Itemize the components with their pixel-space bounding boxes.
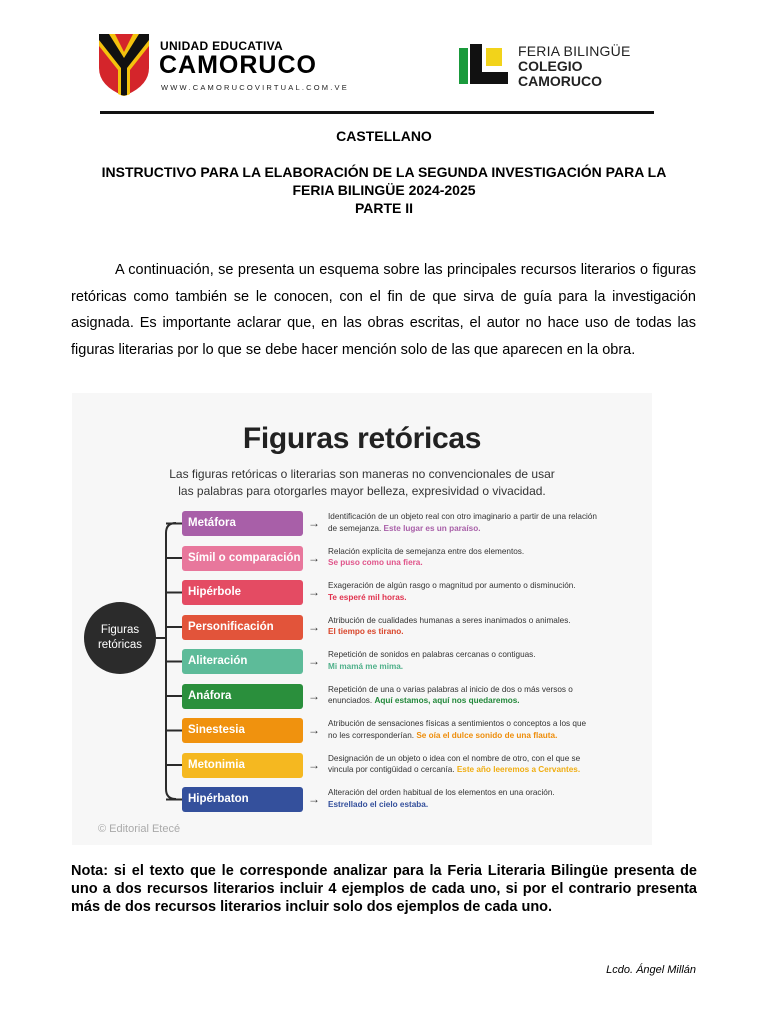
figure-pill: Hipérbaton	[182, 787, 303, 812]
figure-pill: Sinestesia	[182, 718, 303, 743]
fair-name-line2: COLEGIO	[518, 58, 583, 74]
arrow-right-icon: →	[308, 619, 320, 634]
figure-example: Te esperé mil horas.	[328, 592, 407, 602]
figure-description	[328, 649, 628, 672]
document-header	[0, 0, 768, 120]
description-text: Repetición de una o varias palabras al inicio de dos o más versos o	[328, 684, 573, 694]
figure-description	[328, 753, 628, 776]
figure-description	[328, 615, 628, 638]
hub-circle	[84, 602, 156, 674]
arrow-right-icon: →	[308, 585, 320, 599]
fair-name-line3: CAMORUCO	[518, 73, 602, 89]
arrow-right-icon: →	[308, 757, 320, 772]
description-text: Alteración del orden habitual de los elementos en una oración.	[328, 788, 555, 797]
figure-example: Este lugar es un paraíso.	[383, 523, 481, 533]
school-website: WWW.CAMORUCOVIRTUAL.COM.VE	[161, 83, 349, 92]
title-line: INSTRUCTIVO PARA LA ELABORACIÓN DE LA SEGUNDA INVESTIGACIÓN PARA LA	[101, 164, 667, 180]
figure-example: Se oía el dulce sonido de una flauta.	[416, 730, 558, 740]
fair-logo	[459, 44, 511, 88]
school-label: UNIDAD EDUCATIVA	[160, 39, 284, 53]
figure-example: El tiempo es tirano.	[328, 627, 404, 636]
description-text: Atribución de sensaciones físicas a sentimientos o conceptos a los que	[328, 719, 587, 728]
document-title	[72, 163, 696, 217]
figure-example: Aquí estamos, aquí nos quedaremos.	[374, 696, 520, 705]
figure-description	[328, 546, 628, 569]
hub-label: retóricas	[97, 639, 143, 651]
signature: Lcdo. Ángel Millán	[606, 964, 696, 976]
arrow-right-icon: →	[308, 688, 320, 703]
figure-example: Este año leeremos a Cervantes.	[456, 765, 581, 774]
figure-pill: Símil o comparación	[182, 546, 303, 571]
description-text: no les corresponderían.	[328, 730, 415, 740]
figure-example: Mi mamá me mima.	[328, 661, 404, 671]
arrow-right-icon: →	[308, 723, 320, 737]
figure-example: Se puso como una fiera.	[328, 558, 423, 567]
figure-pill: Metáfora	[182, 511, 303, 536]
title-line: FERIA BILINGÜE 2024-2025	[292, 182, 476, 198]
infographic-title: Figuras retóricas	[242, 422, 482, 455]
description-text: Designación de un objeto o idea con el nombre de otro, con el que se	[328, 753, 581, 763]
figure-description	[328, 684, 628, 707]
school-shield-logo	[99, 34, 149, 96]
arrow-right-icon: →	[308, 792, 320, 806]
description-text: Identificación de un objeto real con otro imaginario a partir de una relación	[328, 512, 597, 521]
figure-pill: Anáfora	[182, 684, 303, 709]
hub-label: Figuras	[100, 624, 140, 636]
arrow-right-icon: →	[308, 516, 320, 530]
figure-description	[328, 580, 628, 603]
school-name: CAMORUCO	[159, 51, 317, 79]
figure-pill: Aliteración	[182, 649, 303, 674]
title-line: PARTE II	[354, 200, 414, 216]
note-paragraph: Nota: si el texto que le corresponde analizar para la Feria Literaria Bilingüe presenta de uno a dos recursos literarios incluir 4 ejemplos de cada uno, si por el contrario presenta más de dos recursos literarios incluir solo dos ejemplos de cada uno.	[71, 863, 697, 915]
description-text: Relación explícita de semejanza entre dos elementos.	[328, 546, 525, 556]
intro-paragraph: A continuación, se presenta un esquema sobre las principales recursos literarios o figuras retóricas como también se le conocen, con el fin de que sirva de guía para la investigación asignada. Es importante aclarar que, en las obras escritas, el autor no hace uso de todas las figuras literarias por lo que se debe hacer mención solo de las que aparecen en la obra.	[71, 262, 696, 358]
arrow-right-icon: →	[308, 654, 320, 668]
figure-pill: Metonimia	[182, 753, 303, 778]
figure-pill: Hipérbole	[182, 580, 303, 605]
header-divider	[100, 111, 654, 114]
description-text: enunciados.	[328, 696, 373, 705]
description-text: Atribución de cualidades humanas a seres inanimados o animales.	[328, 615, 571, 625]
description-text: de semejanza.	[328, 523, 382, 533]
subtitle-line: Las figuras retóricas o literarias son maneras no convencionales de usar	[169, 467, 555, 481]
description-text: vincula por contigüidad o cercanía.	[328, 765, 455, 774]
figuras-retoricas-infographic	[72, 393, 652, 845]
arrow-right-icon: →	[308, 550, 320, 565]
description-text: Repetición de sonidos en palabras cercanas o contiguas.	[328, 650, 536, 659]
subject-heading: CASTELLANO	[336, 128, 432, 144]
figure-description	[328, 718, 628, 741]
figure-example: Estrellado el cielo estaba.	[328, 799, 429, 809]
figure-description	[328, 511, 628, 534]
fair-name-line1: FERIA BILINGÜE	[518, 43, 631, 59]
subtitle-line: las palabras para otorgarles mayor belleza, expresividad o vivacidad.	[178, 484, 546, 498]
copyright-notice: © Editorial Etecé	[98, 823, 181, 835]
description-text: Exageración de algún rasgo o magnitud por aumento o disminución.	[328, 581, 576, 590]
figure-description	[328, 787, 628, 810]
figure-pill: Personificación	[182, 615, 303, 640]
